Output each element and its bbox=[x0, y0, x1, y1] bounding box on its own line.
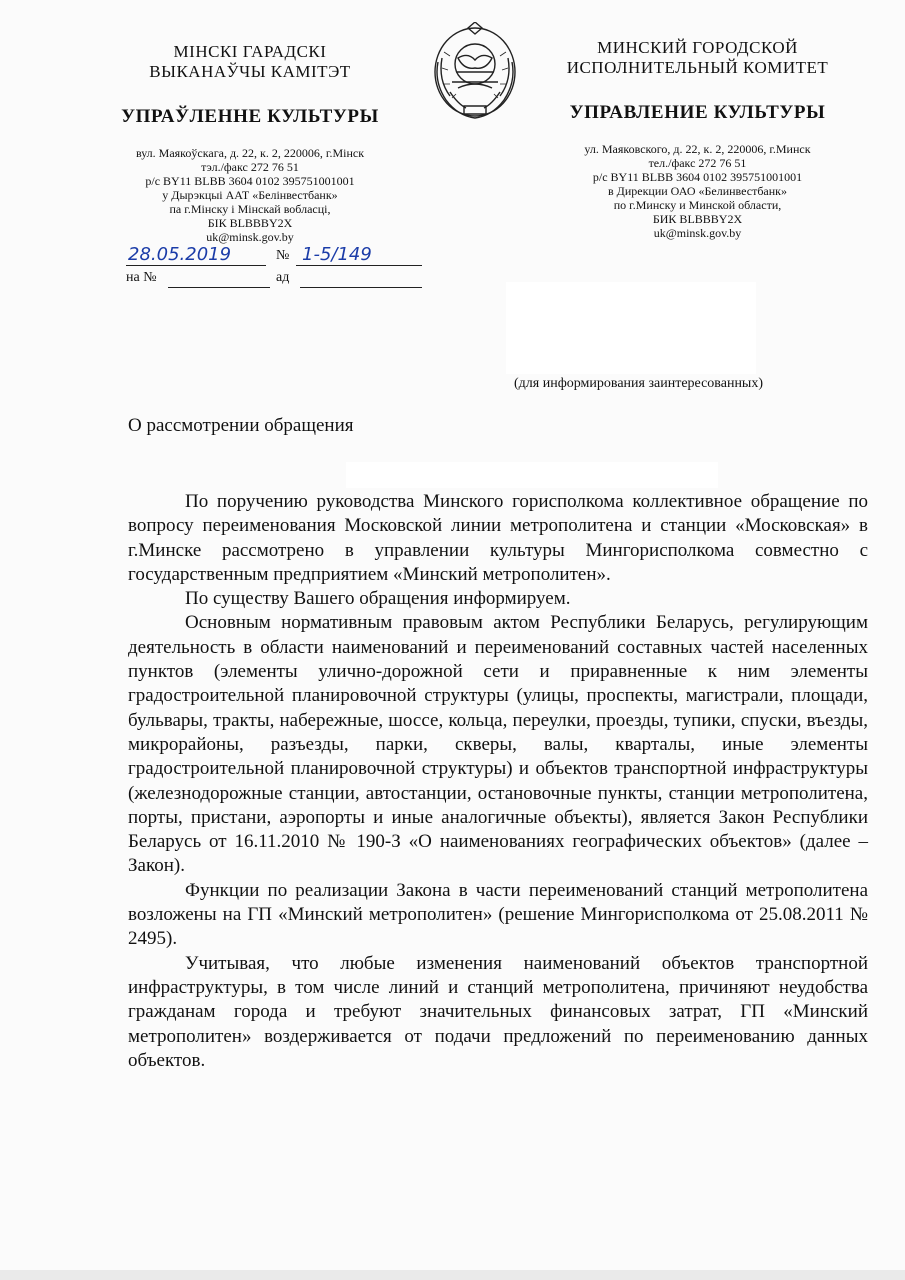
address-line: в Дирекции ОАО «Белинвестбанк» bbox=[607, 184, 788, 198]
body-paragraph: По поручению руководства Минского горисполкома коллективное обращение по вопросу переименования Московской линии метрополитена и станции «Московская» в г.Минске рассмотрено в управлении культуры Мингорисполкома совместно с государственным предприятием «Минский метрополитен». bbox=[128, 491, 868, 585]
body-paragraph: Функции по реализации Закона в части переименований станций метрополитена возложены на ГП «Минский метрополитен» (решение Мингорисполкома от 25.08.2011 № 2495). bbox=[128, 879, 868, 950]
address-line: у Дырэкцыі ААТ «Белінвестбанк» bbox=[162, 188, 338, 202]
handwritten-date: 28.05.2019 bbox=[128, 244, 232, 265]
org-name-line1-be: МІНСКІ ГАРАДСКІ bbox=[173, 42, 327, 61]
address-line: БІК BLBBBY2X bbox=[207, 216, 293, 230]
redacted-recipient bbox=[506, 282, 756, 374]
address-block-be bbox=[100, 146, 400, 244]
outgoing-registration-row bbox=[126, 246, 426, 268]
body-paragraph: По существу Вашего обращения информируем. bbox=[185, 588, 571, 610]
header-right-russian bbox=[540, 38, 855, 240]
reply-to-label: на № bbox=[126, 270, 157, 285]
body-paragraph: Основным нормативным правовым актом Республики Беларусь, регулирующим деятельность в области наименований и переименований составных частей населенных пунктов (элементы улично-дорожной сети и приравненные к ним элементы градостроительной планировочной структуры (улицы, проспекты, магистрали, площади, бульвары, тракты, набережные, шоссе, кольца, переулки, проезды, тупики, спуски, въезды, микрорайоны, разъезды, парки, скверы, валы, кварталы, иные элементы градостроительной планировочной структуры) и объектов транспортной инфраструктуры (железнодорожные станции, автостанции, остановочные пункты, станции метрополитена, порты, пристани, аэропорты и иные аналогичные объекты), является Закон Республики Беларусь от 16.11.2010 № 190-З «О наименованиях географических объектов» (далее – Закон). bbox=[128, 612, 868, 877]
address-line: тэл./факс 272 76 51 bbox=[201, 160, 299, 174]
address-line: по г.Минску и Минской области, bbox=[613, 198, 782, 212]
reply-to-row bbox=[126, 268, 426, 290]
address-line: р/с BY11 BLBB 3604 0102 395751001001 bbox=[592, 170, 803, 184]
address-line: р/с BY11 BLBB 3604 0102 395751001001 bbox=[145, 174, 355, 188]
address-line: вул. Маякоўскага, д. 22, к. 2, 220006, г.Мінск bbox=[135, 146, 365, 160]
address-line: тел./факс 272 76 51 bbox=[648, 156, 747, 170]
address-line: ул. Маяковского, д. 22, к. 2, 220006, г.Минск bbox=[584, 142, 811, 156]
number-label: № bbox=[276, 248, 290, 263]
handwritten-number: 1-5/149 bbox=[302, 244, 372, 265]
letter-body bbox=[128, 490, 868, 1073]
recipient-note: (для информирования заинтересованных) bbox=[514, 376, 763, 391]
header-left-belarusian bbox=[100, 42, 400, 244]
scan-edge bbox=[0, 1270, 905, 1280]
department-title-be: УПРАЎЛЕННЕ КУЛЬТУРЫ bbox=[121, 106, 379, 127]
body-paragraph: Учитывая, что любые изменения наименований объектов транспортной инфраструктуры, в том числе линий и станций метрополитена, причиняют неудобства гражданам города и требуют значительных финансовых затрат, ГП «Минский метрополитен» воздерживается от подачи предложений по переименованию данных объектов. bbox=[128, 952, 868, 1071]
redacted-addressee bbox=[346, 462, 718, 488]
subject-line: О рассмотрении обращения bbox=[128, 415, 354, 436]
address-line: па г.Мінску і Мінскай вобласці, bbox=[169, 202, 331, 216]
address-line: БИК BLBBBY2X bbox=[652, 212, 743, 226]
reply-number-underline bbox=[168, 287, 270, 288]
org-name-line2-ru: ИСПОЛНИТЕЛЬНЫЙ КОМИТЕТ bbox=[566, 58, 829, 77]
org-name-line1-ru: МИНСКИЙ ГОРОДСКОЙ bbox=[597, 38, 798, 57]
address-block-ru bbox=[540, 142, 855, 240]
state-emblem-icon bbox=[428, 22, 522, 122]
org-name-line2-be: ВЫКАНАЎЧЫ КАМІТЭТ bbox=[149, 62, 351, 81]
registration-block bbox=[126, 246, 426, 290]
department-title-ru: УПРАВЛЕНИЕ КУЛЬТУРЫ bbox=[569, 102, 826, 123]
from-label: ад bbox=[276, 270, 290, 285]
email-line: uk@minsk.gov.by bbox=[653, 226, 742, 240]
email-line: uk@minsk.gov.by bbox=[206, 230, 294, 244]
date-underline bbox=[126, 265, 266, 266]
reply-date-underline bbox=[300, 287, 422, 288]
number-underline bbox=[296, 265, 422, 266]
